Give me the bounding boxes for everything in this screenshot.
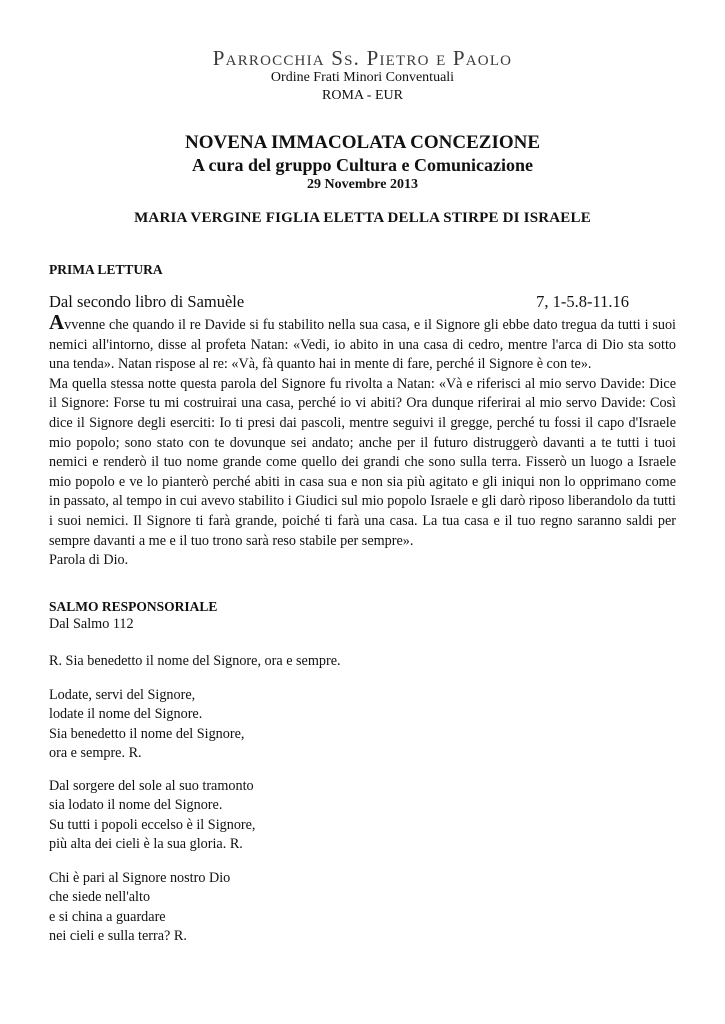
day-theme: MARIA VERGINE FIGLIA ELETTA DELLA STIRPE DI ISRAELE xyxy=(134,210,591,226)
psalm-stanza-1 xyxy=(49,686,244,763)
paragraph-1-text: vvenne che quando il re Davide si fu stabilito nella sua casa, e il Signore gli ebbe dato tregua da tutti i suoi nemici all'intorno, disse al profeta Natan: «Vedi, io abito in una casa di cedro, mentre l'arca di Dio sta sotto una tenda». Natan rispose al re: «Và, fà quanto hai in mente di fare, perché il Signore è con te». xyxy=(49,317,676,373)
stanza-line: Chi è pari al Signore nostro Dio xyxy=(49,870,231,886)
curated-by: A cura del gruppo Cultura e Comunicazione xyxy=(191,155,533,175)
religious-order: Ordine Frati Minori Conventuali xyxy=(270,70,455,85)
psalm-source-text: Dal Salmo 112 xyxy=(49,616,134,632)
first-reading-source: Dal secondo libro di Samuèle xyxy=(49,292,245,311)
event-date: 29 Novembre 2013 xyxy=(307,177,418,192)
stanza-line: che siede nell'alto xyxy=(49,889,151,906)
stanza-line: e si china a guardare xyxy=(49,908,166,925)
stanza-line: più alta dei cieli è la sua gloria. R. xyxy=(49,835,243,852)
first-reading-heading: PRIMA LETTURA xyxy=(49,262,163,277)
stanza-line: Sia benedetto il nome del Signore, xyxy=(49,725,245,742)
novena-title: NOVENA IMMACOLATA CONCEZIONE xyxy=(184,132,541,153)
psalm-source xyxy=(49,615,134,634)
first-reading-text xyxy=(49,310,676,571)
psalm-response xyxy=(49,652,341,671)
city: ROMA - EUR xyxy=(322,88,403,103)
stanza-line: lodate il nome del Signore. xyxy=(49,706,203,723)
first-reading-closing: Parola di Dio. xyxy=(49,552,129,569)
drop-cap: A xyxy=(49,310,65,334)
first-reading-paragraph-2: Ma quella stessa notte questa parola del Signore fu rivolta a Natan: «Và e riferisci al mio servo Davide: Dice il Signore: Forse tu mi costruirai una casa, perché io vi abiti? Ora dunque riferirai al mio servo Davide: Così dice il Signore degli eserciti: Io ti presi dai pascoli, mentre seguivi il gregge, perché tu fossi il capo d'Israele mio popolo; sono stato con te dovunque sei andato; anche per il futuro distruggerò davanti a te tutti i tuoi nemici e renderò il tuo nome grande come quello dei grandi che sono sulla terra. Fisserò un luogo a Israele mio popolo e ve lo pianterò perché abiti in casa sua e non sia più agitato e gli iniqui non lo opprimano come in passato, al tempo in cui avevo stabilito i Giudici sul mio popolo Israele e gli darò riposo liberandolo da tutti i suoi nemici. Il Signore ti farà grande, poiché ti farà una casa. La tua casa e il tuo regno saranno saldi per sempre davanti a me e il tuo trono sarà reso stabile per sempre». xyxy=(49,375,676,549)
parish-name: Parrocchia Ss. Pietro e Paolo xyxy=(212,46,513,70)
stanza-line: nei cieli e sulla terra? R. xyxy=(49,927,187,944)
first-reading-reference: 7, 1-5.8-11.16 xyxy=(536,292,629,311)
psalm-stanza-2 xyxy=(49,777,255,854)
stanza-line: Dal sorgere del sole al suo tramonto xyxy=(49,778,254,794)
stanza-line: Su tutti i popoli eccelso è il Signore, xyxy=(49,816,256,833)
stanza-line: ora e sempre. R. xyxy=(49,744,142,761)
stanza-line: sia lodato il nome del Signore. xyxy=(49,797,223,814)
psalm-stanza-3 xyxy=(49,869,230,946)
stanza-line: Lodate, servi del Signore, xyxy=(49,687,196,703)
psalm-heading: SALMO RESPONSORIALE xyxy=(49,599,218,614)
first-reading-source-line xyxy=(49,292,629,312)
first-reading-paragraph-1 xyxy=(49,310,676,375)
psalm-response-text: R. Sia benedetto il nome del Signore, ora e sempre. xyxy=(49,653,341,669)
